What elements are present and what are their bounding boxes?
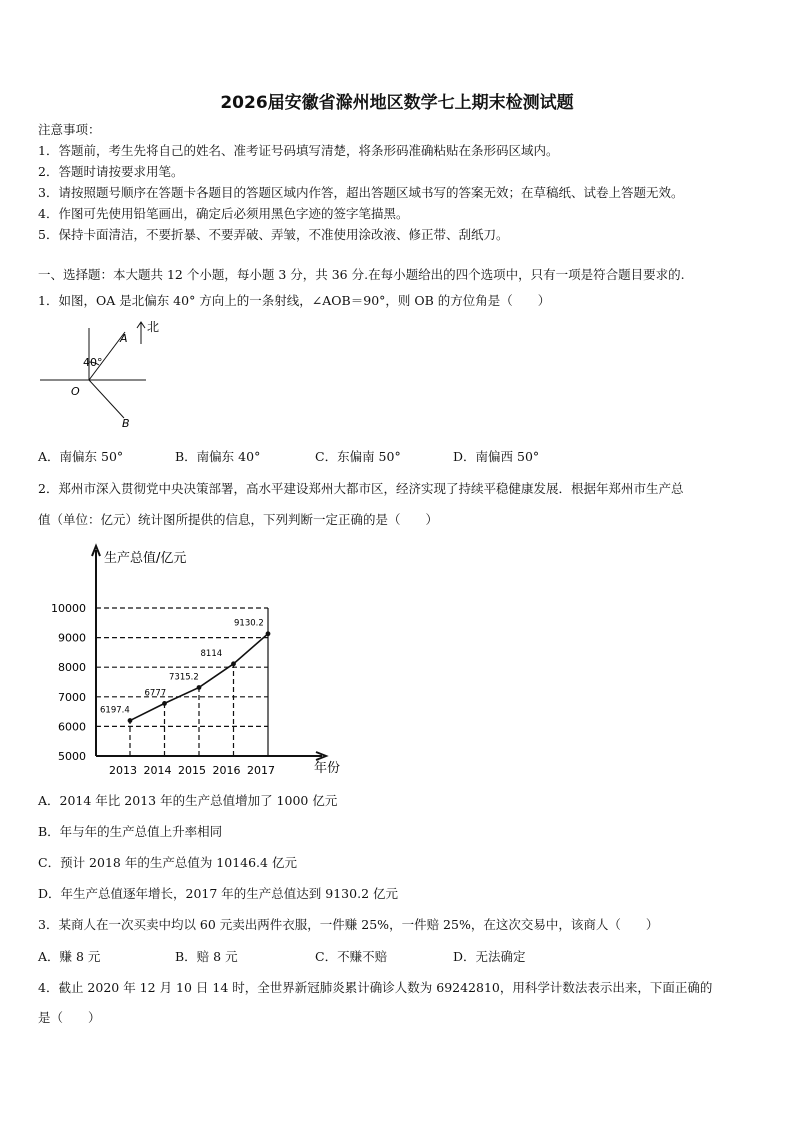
gdp-line-chart	[30, 540, 360, 780]
q3-option-a: A．赚 8 元	[38, 949, 101, 964]
x-tick-label: 2013	[109, 764, 137, 777]
q1-option-a: A．南偏东 50°	[38, 449, 124, 464]
data-label: 6197.4	[100, 705, 130, 716]
page-title: 2026届安徽省滁州地区数学七上期末检测试题	[220, 93, 574, 113]
q1-option-c: C．东偏南 50°	[315, 449, 401, 464]
q2-option-d: D．年生产总值逐年增长，2017 年的生产总值达到 9130.2 亿元	[38, 886, 398, 901]
x-tick-label: 2017	[247, 764, 275, 777]
x-tick-label: 2015	[178, 764, 206, 777]
notice-item: 1．答题前，考生先将自己的姓名、准考证号码填写清楚，将条形码准确粘贴在条形码区域内。	[38, 143, 559, 158]
q4-stem: 是（ ）	[38, 1010, 101, 1025]
y-tick-label: 6000	[58, 720, 86, 734]
point-a-label: A	[120, 332, 128, 345]
notice-item: 3．请按照题号顺序在答题卡各题目的答题区域内作答，超出答题区域书写的答案无效；在草稿纸、试卷上答题无效。	[38, 185, 684, 200]
x-tick-label: 2014	[143, 764, 172, 777]
notice-item: 5．保持卡面清洁，不要折暴、不要弄破、弄皱，不准使用涂改液、修正带、刮纸刀。	[38, 227, 509, 242]
notice-item: 2．答题时请按要求用笔。	[38, 164, 184, 179]
y-tick-label: 7000	[58, 690, 86, 704]
q1-option-d: D．南偏西 50°	[453, 449, 540, 464]
data-label: 6777	[144, 688, 167, 699]
x-axis-title: 年份	[314, 761, 341, 776]
data-label: 8114	[200, 648, 223, 659]
y-tick-label: 8000	[58, 661, 86, 675]
x-tick-label: 2016	[212, 764, 241, 777]
y-tick-label: 10000	[51, 602, 86, 615]
notice-item: 4．作图可先使用铅笔画出，确定后必须用黑色字迹的签字笔描黑。	[38, 206, 409, 221]
q1-direction-figure	[36, 318, 160, 432]
point-b-label: B	[122, 417, 130, 430]
q2-stem: 2．郑州市深入贯彻党中央决策部署，高水平建设郑州大都市区，经济实现了持续平稳健康发展．根据年郑州市生产总	[38, 481, 684, 496]
q1-option-b: B．南偏东 40°	[175, 449, 261, 464]
y-axis-title: 生产总值/亿元	[104, 551, 187, 566]
q3-stem: 3．某商人在一次买卖中均以 60 元卖出两件衣服，一件赚 25%，一件赔 25%，在这次交易中，该商人（ ）	[38, 917, 659, 932]
q3-option-c: C．不赚不赔	[315, 949, 388, 964]
point-o-label: O	[71, 385, 80, 398]
q2-option-a: A．2014 年比 2013 年的生产总值增加了 1000 亿元	[38, 793, 338, 808]
y-tick-label: 9000	[58, 631, 86, 645]
notice-heading: 注意事项：	[38, 122, 101, 137]
q4-stem: 4．截止 2020 年 12 月 10 日 14 时，全世界新冠肺炎累计确诊人数为 69242810，用科学计数法表示出来，下面正确的	[38, 980, 713, 995]
data-point	[162, 701, 167, 706]
q1-stem: 1．如图，OA 是北偏东 40° 方向上的一条射线，∠AOB＝90°，则 OB 的方位角是（ ）	[38, 293, 551, 308]
north-label: 北	[147, 320, 160, 334]
section-heading: 一、选择题：本大题共 12 个小题，每小题 3 分，共 36 分.在每小题给出的四个选项中，只有一项是符合题目要求的.	[38, 267, 685, 282]
q3-option-d: D．无法确定	[453, 949, 526, 964]
angle-label: 40°	[83, 356, 103, 369]
y-tick-label: 5000	[58, 750, 86, 763]
data-point	[197, 685, 202, 690]
data-point	[128, 718, 133, 723]
data-point	[231, 661, 236, 666]
q3-option-b: B．赔 8 元	[175, 949, 238, 964]
data-point	[266, 631, 271, 636]
data-label: 9130.2	[234, 618, 264, 629]
q2-stem: 值（单位：亿元）统计图所提供的信息，下列判断一定正确的是（ ）	[38, 512, 439, 527]
q2-option-c: C．预计 2018 年的生产总值为 10146.4 亿元	[38, 855, 297, 870]
data-label: 7315.2	[169, 672, 199, 683]
q2-option-b: B．年与年的生产总值上升率相同	[38, 824, 223, 839]
